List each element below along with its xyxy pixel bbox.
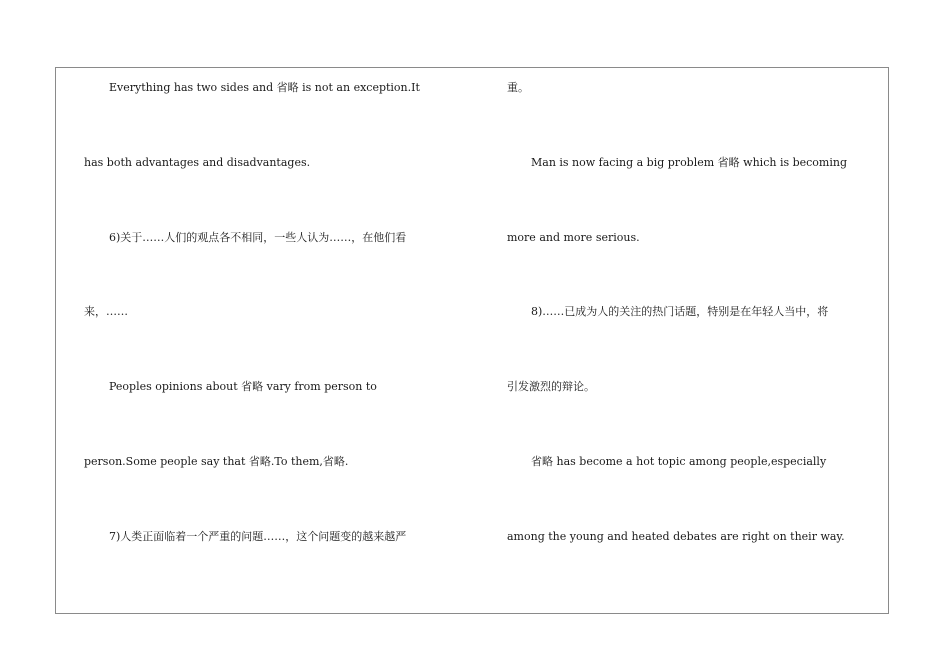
text-line: 引发激烈的辩论。 [507, 380, 595, 393]
text-line: among the young and heated debates are right on their way. [507, 530, 845, 543]
text-line: 省略 has become a hot topic among people,especially [531, 455, 827, 468]
text-line: person.Some people say that 省略.To them,省略. [84, 455, 349, 468]
text-line: 重。 [507, 81, 529, 94]
text-line: 6)关于……人们的观点各不相同，一些人认为……，在他们看 [109, 231, 407, 244]
text-line: 来，…… [84, 305, 128, 318]
text-line: 7)人类正面临着一个严重的问题……，这个问题变的越来越严 [109, 530, 407, 543]
text-line: 8)……已成为人的关注的热门话题，特别是在年轻人当中，将 [531, 305, 829, 318]
text-line: Man is now facing a big problem 省略 which is becoming [531, 156, 848, 169]
text-line: Peoples opinions about 省略 vary from person to [109, 380, 377, 393]
text-line: more and more serious. [507, 231, 640, 244]
text-line: Everything has two sides and 省略 is not an exception.It [109, 81, 420, 94]
text-line: has both advantages and disadvantages. [84, 156, 311, 169]
